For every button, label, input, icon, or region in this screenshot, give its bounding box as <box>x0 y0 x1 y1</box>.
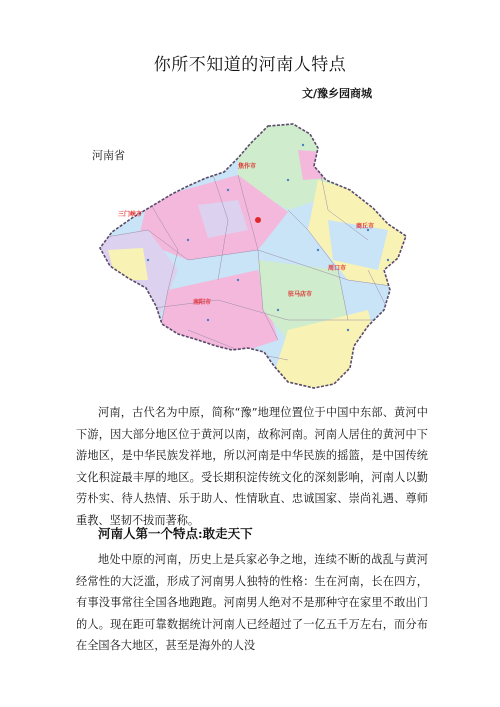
city-label-sanmenxia: 三门峡市 <box>118 211 143 218</box>
section-paragraph: 地处中原的河南，历史上是兵家必争之地，连续不断的战乱与黄河经常性的大泛滥，形成了河南男人独特的性格：生在河南，长在四方，有事没事常往全国各地跑跑。河南男人绝对不是那种守在家里不敢出门的人。现在距可靠数据统计河南人已经超过了一亿五千万左右，而分布在全国各大地区，甚至是海外的人没 <box>76 553 428 653</box>
intro-paragraph: 河南，古代名为中原，简称“豫”地理位置位于中国中东部、黄河中下游，因大部分地区位于黄河以南，故称河南。河南人居住的黄河中下游地区，是中华民族发祥地，所以河南是中华民族的摇篮，是中国传统文化积淀最丰厚的地区。受长期积淀传统文化的深刻影响，河南人以勤劳朴实、待人热情、乐于助人、性情耿直、忠诚国家、崇尚礼遇、尊师重教、坚韧不拔而著称。 <box>76 406 428 527</box>
city-label-zhumadian: 驻马店市 <box>288 291 313 298</box>
city-label-zhoukou: 周口市 <box>328 265 347 272</box>
city-label-jiaozuo: 焦作市 <box>238 163 257 170</box>
section-heading: 河南人第一个特点:敢走天下 <box>98 526 253 541</box>
province-label: 河南省 <box>92 149 125 162</box>
henan-map-graphic <box>88 120 420 392</box>
city-label-nanyang: 南阳市 <box>193 299 212 306</box>
henan-map <box>88 120 420 392</box>
city-label-shangqiu: 商丘市 <box>356 223 375 230</box>
capital-marker <box>255 217 261 223</box>
byline: 文/豫乡园商城 <box>301 87 372 100</box>
page-title: 你所不知道的河南人特点 <box>153 55 347 75</box>
